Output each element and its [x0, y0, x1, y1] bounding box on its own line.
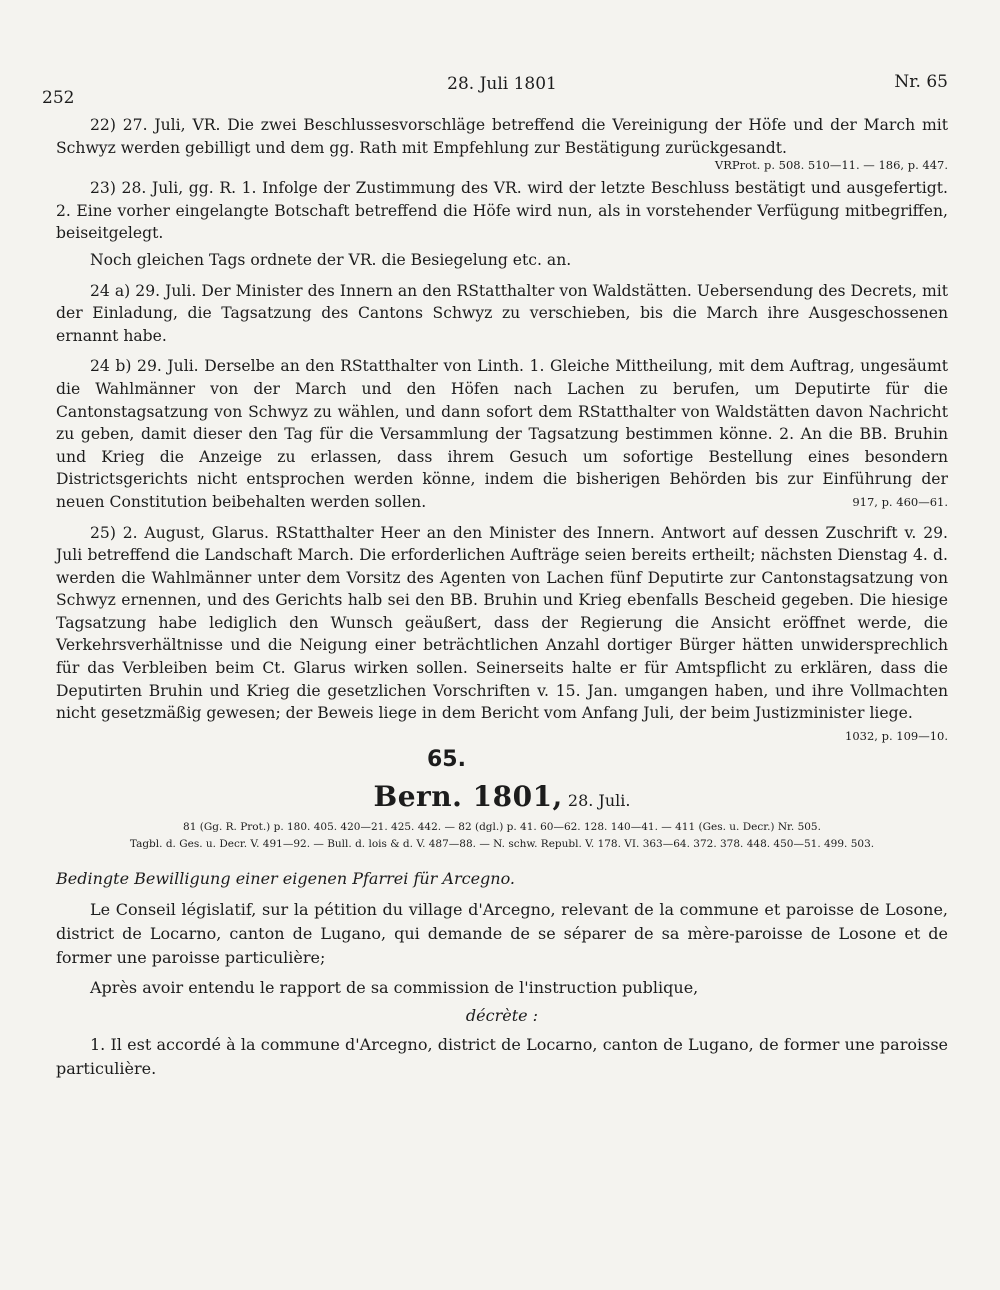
entry-24b: 24 b) 29. Juli. Derselbe an den RStatthalter von Linth. 1. Gleiche Mittheilung, mit dem Auftrag, ungesäumt die Wahlmänner von der March und den Höfen nach Lachen zu berufen, um Deputirte für die Cantonstagsatzung von Schwyz zu wählen, und dann sofort dem RStatthalter von Waldstätten davon Nachricht zu geben, damit dieser den Tag für die Versammlung der Tagsatzung bestimmen könne. 2. An die BB. Bruhin und Krieg die Anzeige zu erlassen, dass ihrem Gesuch um sofortige Bestellung eines besondern Districtsgerichts nicht entsprochen werden könne, indem die bisherigen Behörden bis zur Einführung der neuen Constitution beibehalten werden sollen. 917, p. 460—61.: [56, 355, 948, 513]
entry-22-source: VRProt. p. 508. 510—11. — 186, p. 447.: [714, 158, 948, 173]
page-number: 252: [42, 88, 75, 108]
references-line-2: Tagbl. d. Ges. u. Decr. V. 491—92. — Bull. d. lois & d. V. 487—88. — N. schw. Republ. V. 178. VI. 363—64. 372. 378. 448. 450—51. 499. 503.: [129, 837, 875, 850]
section-heading: [56, 780, 948, 813]
entry-24b-source: 917, p. 460—61.: [852, 494, 948, 509]
page-header: [42, 70, 948, 114]
decree-decrete: décrète :: [465, 1005, 539, 1025]
running-date: 28. Juli 1801: [447, 74, 557, 94]
section-day: 28. Juli.: [567, 790, 631, 810]
entry-23: 23) 28. Juli, gg. R. 1. Infolge der Zustimmung des VR. wird der letzte Beschluss bestätigt und ausgefertigt. 2. Eine vorher eingelangte Botschaft betreffend die Höfe wird nun, als in vorstehender Verfügung mitbegriffen, beiseitgelegt.: [56, 179, 948, 243]
references-line-1: 81 (Gg. R. Prot.) p. 180. 405. 420—21. 425. 442. — 82 (dgl.) p. 41. 60—62. 128. 140—41. — 411 (Ges. u. Decr.) Nr. 505.: [183, 820, 821, 833]
entry-23-continuation: Noch gleichen Tags ordnete der VR. die Besiegelung etc. an.: [90, 250, 572, 269]
decree-article-1: 1. Il est accordé à la commune d'Arcegno, district de Locarno, canton de Lugano, de former une paroisse particulière.: [56, 1034, 948, 1078]
decree-paragraph-1: Le Conseil législatif, sur la pétition du village d'Arcegno, relevant de la commune et paroisse de Losone, district de Locarno, canton de Lugano, qui demande de se séparer de sa mère-paroisse de Losone et de former une paroisse particulière;: [56, 899, 948, 967]
entry-24a: 24 a) 29. Juli. Der Minister des Innern an den RStatthalter von Waldstätten. Uebersendung des Decrets, mit der Einladung, die Tagsatzung des Cantons Schwyz zu verschieben, bis die March ihre Ausgeschossenen ernannt habe.: [56, 281, 948, 345]
entry-25: 25) 2. August, Glarus. RStatthalter Heer an den Minister des Innern. Antwort auf dessen Zuschrift v. 29. Juli betreffend die Landschaft March. Die erforderlichen Aufträge seien bereits ertheilt; nächsten Dienstag 4. d. werden die Wahlmänner unter dem Vorsitz des Agenten von Lachen fünf Deputirte zur Cantonstagsatzung von Schwyz ernennen, und des Gerichts halb sei den BB. Bruhin und Krieg ebenfalls Bescheid gegeben. Die hiesige Tagsatzung habe lediglich den Wunsch geäußert, dass der Regierung die Ansicht eröffnet werde, die Verkehrsverhältnisse und die Neigung einer beträchtlichen Anzahl dortiger Bürger hätten unwidersprechlich für das Verbleiben beim Ct. Glarus wirken sollen. Seinerseits halte er für Amtspflicht zu erklären, dass die Deputirten Bruhin und Krieg die gesetzlichen Vorschriften v. 15. Jan. umgangen haben, und ihre Vollmachten nicht gesetzmäßig gewesen; der Beweis liege in dem Bericht vom Anfang Juli, der beim Justizminister liege. 1032, p. 109—10.: [56, 522, 948, 725]
entry-25-source: 1032, p. 109—10.: [845, 728, 948, 743]
section-number: 65.: [427, 746, 466, 772]
entry-22: 22) 27. Juli, VR. Die zwei Beschlussesvorschläge betreffend die Vereinigung der Höfe und der March mit Schwyz werden gebilligt und dem gg. Rath mit Empfehlung zur Bestätigung zurückgesandt.: [56, 116, 948, 157]
document-number: Nr. 65: [894, 72, 948, 92]
section-subtitle: Bedingte Bewilligung einer eigenen Pfarrei für Arcegno.: [56, 868, 516, 888]
section-references: [56, 819, 948, 853]
section-place: Bern. 1801,: [373, 779, 563, 813]
decree-paragraph-2: Après avoir entendu le rapport de sa commission de l'instruction publique,: [90, 977, 699, 997]
